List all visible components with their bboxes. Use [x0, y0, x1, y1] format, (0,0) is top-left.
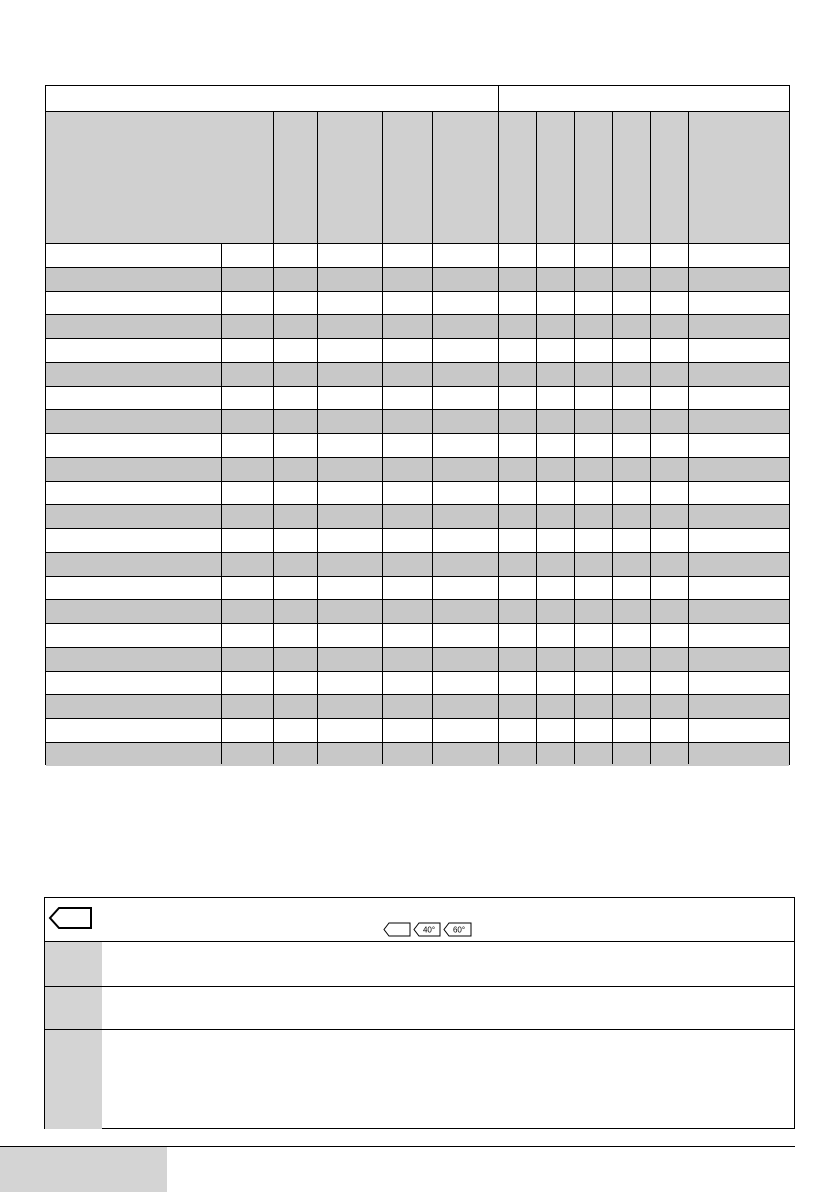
column-divider — [536, 111, 537, 243]
column-divider — [432, 243, 433, 764]
column-divider — [650, 243, 651, 764]
row-divider — [46, 457, 789, 458]
temperature-tags-icon — [383, 922, 477, 937]
legend-table — [44, 897, 795, 1129]
column-divider — [688, 111, 689, 243]
column-divider — [574, 111, 575, 243]
table-row — [46, 481, 789, 505]
column-divider — [317, 111, 318, 243]
tag-icon — [48, 906, 94, 930]
row-divider — [46, 362, 789, 363]
row-divider — [46, 576, 789, 577]
row-divider — [46, 694, 789, 695]
row-divider — [46, 267, 789, 268]
row-divider — [46, 386, 789, 387]
table-row — [46, 409, 789, 433]
row-divider — [46, 481, 789, 482]
column-divider — [221, 243, 222, 764]
table-row — [46, 314, 789, 338]
table-row — [46, 742, 789, 766]
table-row — [46, 457, 789, 481]
table-row — [46, 338, 789, 362]
row-divider — [46, 528, 789, 529]
column-divider — [273, 243, 274, 764]
column-divider — [382, 243, 383, 764]
legend-divider — [45, 986, 794, 987]
column-divider — [498, 86, 499, 111]
legend-icon-cell-3 — [45, 987, 102, 1029]
column-divider — [536, 243, 537, 764]
footer-page-tab — [0, 1147, 167, 1192]
table-row — [46, 671, 789, 695]
programme-table — [45, 85, 790, 765]
column-divider — [688, 243, 689, 764]
table-row — [46, 243, 789, 267]
table-row — [46, 623, 789, 647]
row-divider — [46, 599, 789, 600]
column-divider — [382, 111, 383, 243]
legend-icon-cell-4 — [45, 1030, 102, 1129]
table-row — [46, 552, 789, 576]
column-header-band — [46, 111, 789, 243]
column-divider — [432, 111, 433, 243]
row-divider — [46, 623, 789, 624]
row-divider — [46, 314, 789, 315]
row-divider — [46, 409, 789, 410]
row-divider — [46, 718, 789, 719]
column-divider — [612, 111, 613, 243]
table-row — [46, 528, 789, 552]
row-divider — [46, 552, 789, 553]
table-row — [46, 291, 789, 315]
table-row — [46, 504, 789, 528]
legend-divider — [45, 1029, 794, 1030]
table-row — [46, 694, 789, 718]
row-divider — [46, 504, 789, 505]
row-divider — [46, 742, 789, 743]
column-divider — [650, 111, 651, 243]
row-divider — [46, 291, 789, 292]
table-row — [46, 362, 789, 386]
column-divider — [317, 243, 318, 764]
column-divider — [273, 111, 274, 243]
temp-40-label: 40° — [422, 925, 436, 935]
table-row — [46, 576, 789, 600]
legend-divider — [45, 941, 794, 942]
row-divider — [46, 671, 789, 672]
column-divider — [612, 243, 613, 764]
row-divider — [46, 111, 789, 112]
table-row — [46, 599, 789, 623]
row-divider — [46, 338, 789, 339]
column-divider — [498, 243, 499, 764]
legend-icon-cell-2 — [45, 942, 102, 986]
row-divider — [46, 243, 789, 244]
row-divider — [46, 433, 789, 434]
column-divider — [498, 111, 499, 243]
table-row — [46, 267, 789, 291]
table-row — [46, 718, 789, 742]
table-row — [46, 647, 789, 671]
row-divider — [46, 647, 789, 648]
table-row — [46, 433, 789, 457]
table-row — [46, 386, 789, 410]
column-divider — [574, 243, 575, 764]
temp-60-label: 60° — [452, 925, 466, 935]
